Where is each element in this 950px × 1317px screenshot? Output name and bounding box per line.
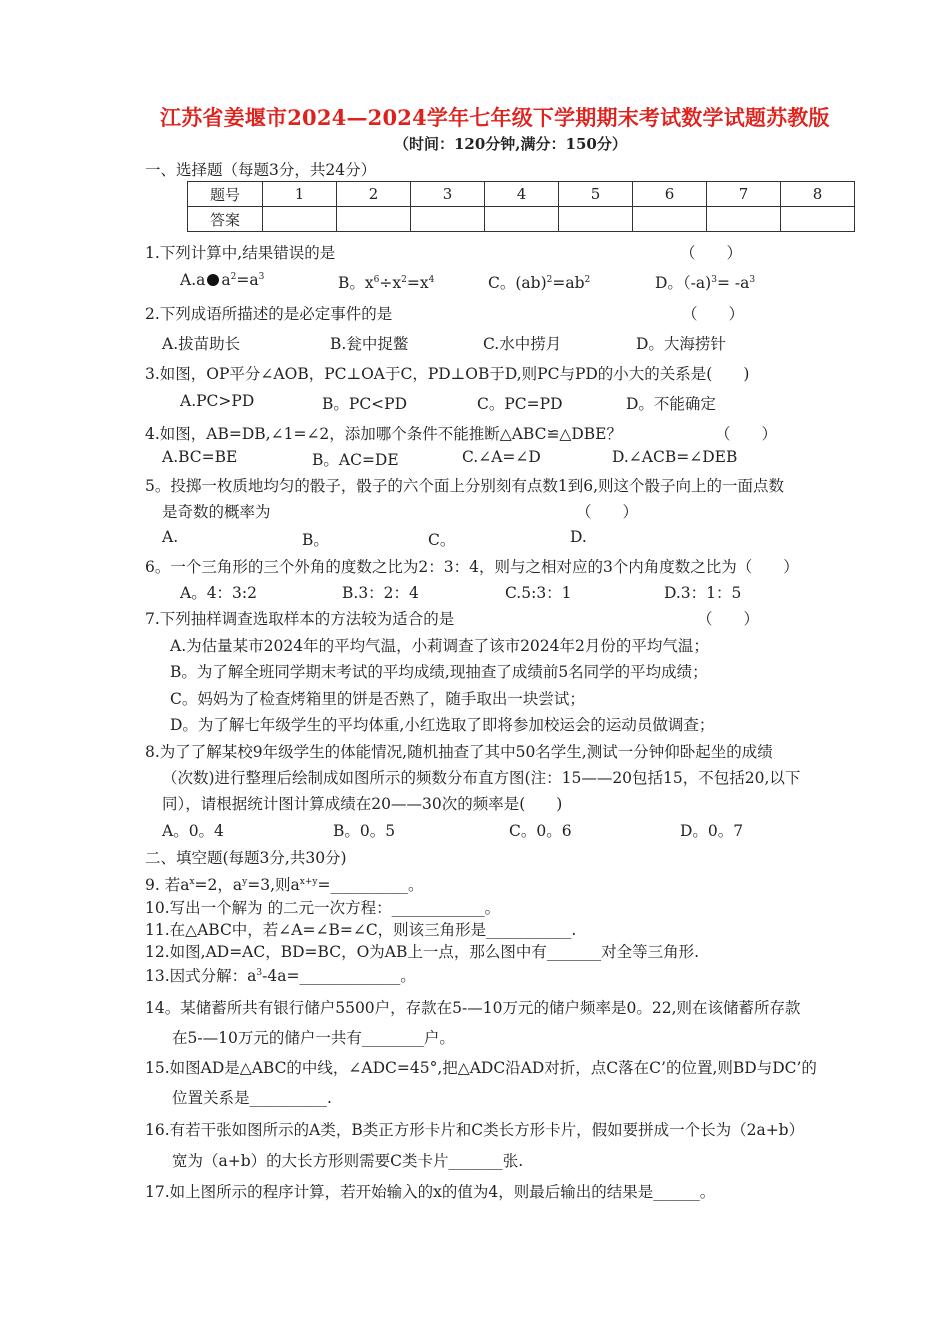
answer-cell-5[interactable] bbox=[559, 207, 633, 232]
question-6: 6。一个三角形的三个外角的度数之比为2：3：4，则与之相对应的3个内角度数之比为（ ） bbox=[145, 558, 799, 576]
question-12: 12.如图,AD=AC，BD=BC，O为AB上一点，那么图中有_______对全等三角形. bbox=[145, 943, 700, 961]
option-b: B。0。5 bbox=[333, 822, 396, 840]
bullet-dot-icon bbox=[207, 274, 219, 286]
question-5: 5。投掷一枚质地均匀的骰子，骰子的六个面上分别刻有点数1到6,则这个骰子向上的一面点数 bbox=[145, 477, 785, 495]
option-d: D。为了解七年级学生的平均体重,小红选取了即将参加校运会的运动员做调查； bbox=[170, 716, 715, 734]
table-cell: 8 bbox=[781, 182, 855, 207]
exam-subtitle: （时间：120分钟,满分：150分） bbox=[394, 135, 627, 153]
answer-cell-2[interactable] bbox=[337, 207, 411, 232]
question-15-cont: 位置关系是__________. bbox=[172, 1089, 332, 1107]
option-d: D.∠ACB=∠DEB bbox=[612, 448, 738, 466]
table-row bbox=[188, 207, 855, 232]
table-cell: 4 bbox=[485, 182, 559, 207]
option-d: D。$(-a)^3= -a^3$ bbox=[655, 274, 756, 292]
table-cell: 3 bbox=[411, 182, 485, 207]
option-c: C。 bbox=[428, 531, 456, 549]
question-8-cont: （次数)进行整理后绘制成如图所示的频数分布直方图(注：15——20包括15，不包括20,以下 bbox=[162, 769, 801, 787]
option-d: D。大海捞针 bbox=[636, 335, 726, 353]
answer-cell-4[interactable] bbox=[485, 207, 559, 232]
option-c: C。PC=PD bbox=[477, 395, 563, 413]
question-16: 16.有若干张如图所示的A类，B类正方形卡片和C类长方形卡片，假如要拼成一个长为（2a+b） bbox=[145, 1121, 805, 1139]
question-17: 17.如上图所示的程序计算，若开始输入的x的值为4，则最后输出的结果是______。 bbox=[145, 1183, 716, 1201]
answer-paren: （ ） bbox=[576, 503, 639, 521]
table-cell: 7 bbox=[707, 182, 781, 207]
answer-paren: （ ） bbox=[697, 610, 760, 628]
option-a: A。0。4 bbox=[162, 822, 224, 840]
answer-cell-8[interactable] bbox=[781, 207, 855, 232]
option-c: C。妈妈为了检查烤箱里的饼是否熟了，随手取出一块尝试； bbox=[170, 690, 585, 708]
section-1-heading: 一、选择题（每题3分，共24分） bbox=[145, 161, 377, 179]
question-3: 3.如图，OP平分∠AOB，PC⊥OA于C，PD⊥OB于D,则PC与PD的小大的关系是( ) bbox=[145, 365, 750, 383]
option-b: B。PC<PD bbox=[322, 395, 408, 413]
option-b: B.瓮中捉鳖 bbox=[330, 335, 409, 353]
table-cell: 6 bbox=[633, 182, 707, 207]
table-row bbox=[188, 182, 855, 207]
question-15: 15.如图AD是△ABC的中线，∠ADC=45°,把△ADC沿AD对折，点C落在C’的位置,则BD与DC’的 bbox=[145, 1059, 817, 1077]
answer-cell-1[interactable] bbox=[263, 207, 337, 232]
option-d: D. bbox=[570, 528, 587, 546]
option-c: C.∠A=∠D bbox=[462, 448, 541, 466]
option-d: D。不能确定 bbox=[626, 395, 716, 413]
table-header-label: 题号 bbox=[188, 182, 263, 207]
answer-cell-7[interactable] bbox=[707, 207, 781, 232]
question-1: 1.下列计算中,结果错误的是 bbox=[145, 244, 336, 262]
option-a: A。4：3:2 bbox=[180, 584, 258, 602]
table-header-label: 答案 bbox=[188, 207, 263, 232]
question-14-cont: 在5-—10万元的储户一共有________户。 bbox=[172, 1029, 455, 1047]
question-11: 11.在△ABC中，若∠A=∠B=∠C，则该三角形是___________. bbox=[145, 921, 577, 939]
option-c: C.5:3：1 bbox=[505, 584, 572, 602]
question-2: 2.下列成语所描述的是必定事件的是 bbox=[145, 305, 393, 323]
option-b: B。$x^6\div x^2=x^4$ bbox=[338, 274, 435, 292]
answer-cell-3[interactable] bbox=[411, 207, 485, 232]
question-8-cont: 同），请根据统计图计算成绩在20——30次的频率是( ) bbox=[162, 795, 563, 813]
table-cell: 5 bbox=[559, 182, 633, 207]
question-13: 13.因式分解：$a^3-4a=\_\_\_\_\_\_\_\_\_\_\_\_\_$。 bbox=[145, 967, 416, 985]
option-b: B.3：2：4 bbox=[342, 584, 419, 602]
option-c: C。0。6 bbox=[509, 822, 572, 840]
question-16-cont: 宽为（a+b）的大长方形则需要C类卡片_______张. bbox=[172, 1152, 524, 1170]
option-a: A.PC>PD bbox=[180, 392, 255, 410]
option-a: A.BC=BE bbox=[162, 448, 238, 466]
option-d: D。0。7 bbox=[680, 822, 744, 840]
table-cell: 1 bbox=[263, 182, 337, 207]
exam-title: 江苏省姜堰市2024—2024学年七年级下学期期末考试数学试题苏教版 bbox=[160, 105, 830, 130]
answer-cell-6[interactable] bbox=[633, 207, 707, 232]
answer-table bbox=[187, 181, 855, 232]
answer-paren: （ ） bbox=[715, 425, 778, 443]
option-c: C.水中捞月 bbox=[483, 335, 562, 353]
option-b: B。AC=DE bbox=[312, 451, 399, 469]
option-d: D.3：1：5 bbox=[664, 584, 742, 602]
question-14: 14。某储蓄所共有银行储户5500户，存款在5-—10万元的储户频率是0。22,则在该储蓄所存款 bbox=[145, 999, 801, 1017]
option-a: A.拔苗助长 bbox=[162, 335, 241, 353]
option-a: A.a $a^2=a^3$ bbox=[180, 271, 265, 289]
question-5-cont: 是奇数的概率为 bbox=[162, 503, 271, 521]
question-4: 4.如图，AB=DB,∠1=∠2，添加哪个条件不能推断△ABC≌△DBE？ bbox=[145, 425, 622, 443]
option-b: B。为了解全班同学期末考试的平均成绩,现抽查了成绩前5名同学的平均成绩； bbox=[170, 663, 708, 681]
option-a: A. bbox=[162, 528, 179, 546]
option-b: B。 bbox=[302, 531, 329, 549]
option-c: C。$(ab)^2=ab^2$ bbox=[488, 274, 591, 292]
question-9: 9. 若$a^x=2$，$a^y=3$,则$a^{x+y}=\_\_\_\_\_\_\_\_\_\_$。 bbox=[145, 876, 424, 894]
answer-paren: （ ） bbox=[682, 305, 745, 323]
question-10: 10.写出一个解为 的二元一次方程：____________。 bbox=[145, 899, 501, 917]
option-a: A.为估量某市2024年的平均气温，小莉调查了该市2024年2月份的平均气温； bbox=[170, 637, 709, 655]
section-2-heading: 二、填空题(每题3分,共30分) bbox=[145, 849, 347, 867]
table-cell: 2 bbox=[337, 182, 411, 207]
question-7: 7.下列抽样调查选取样本的方法较为适合的是 bbox=[145, 610, 455, 628]
question-8: 8.为了了解某校9年级学生的体能情况,随机抽查了其中50名学生,测试一分钟仰卧起坐的成绩 bbox=[145, 743, 773, 761]
answer-paren: （ ） bbox=[680, 244, 743, 262]
